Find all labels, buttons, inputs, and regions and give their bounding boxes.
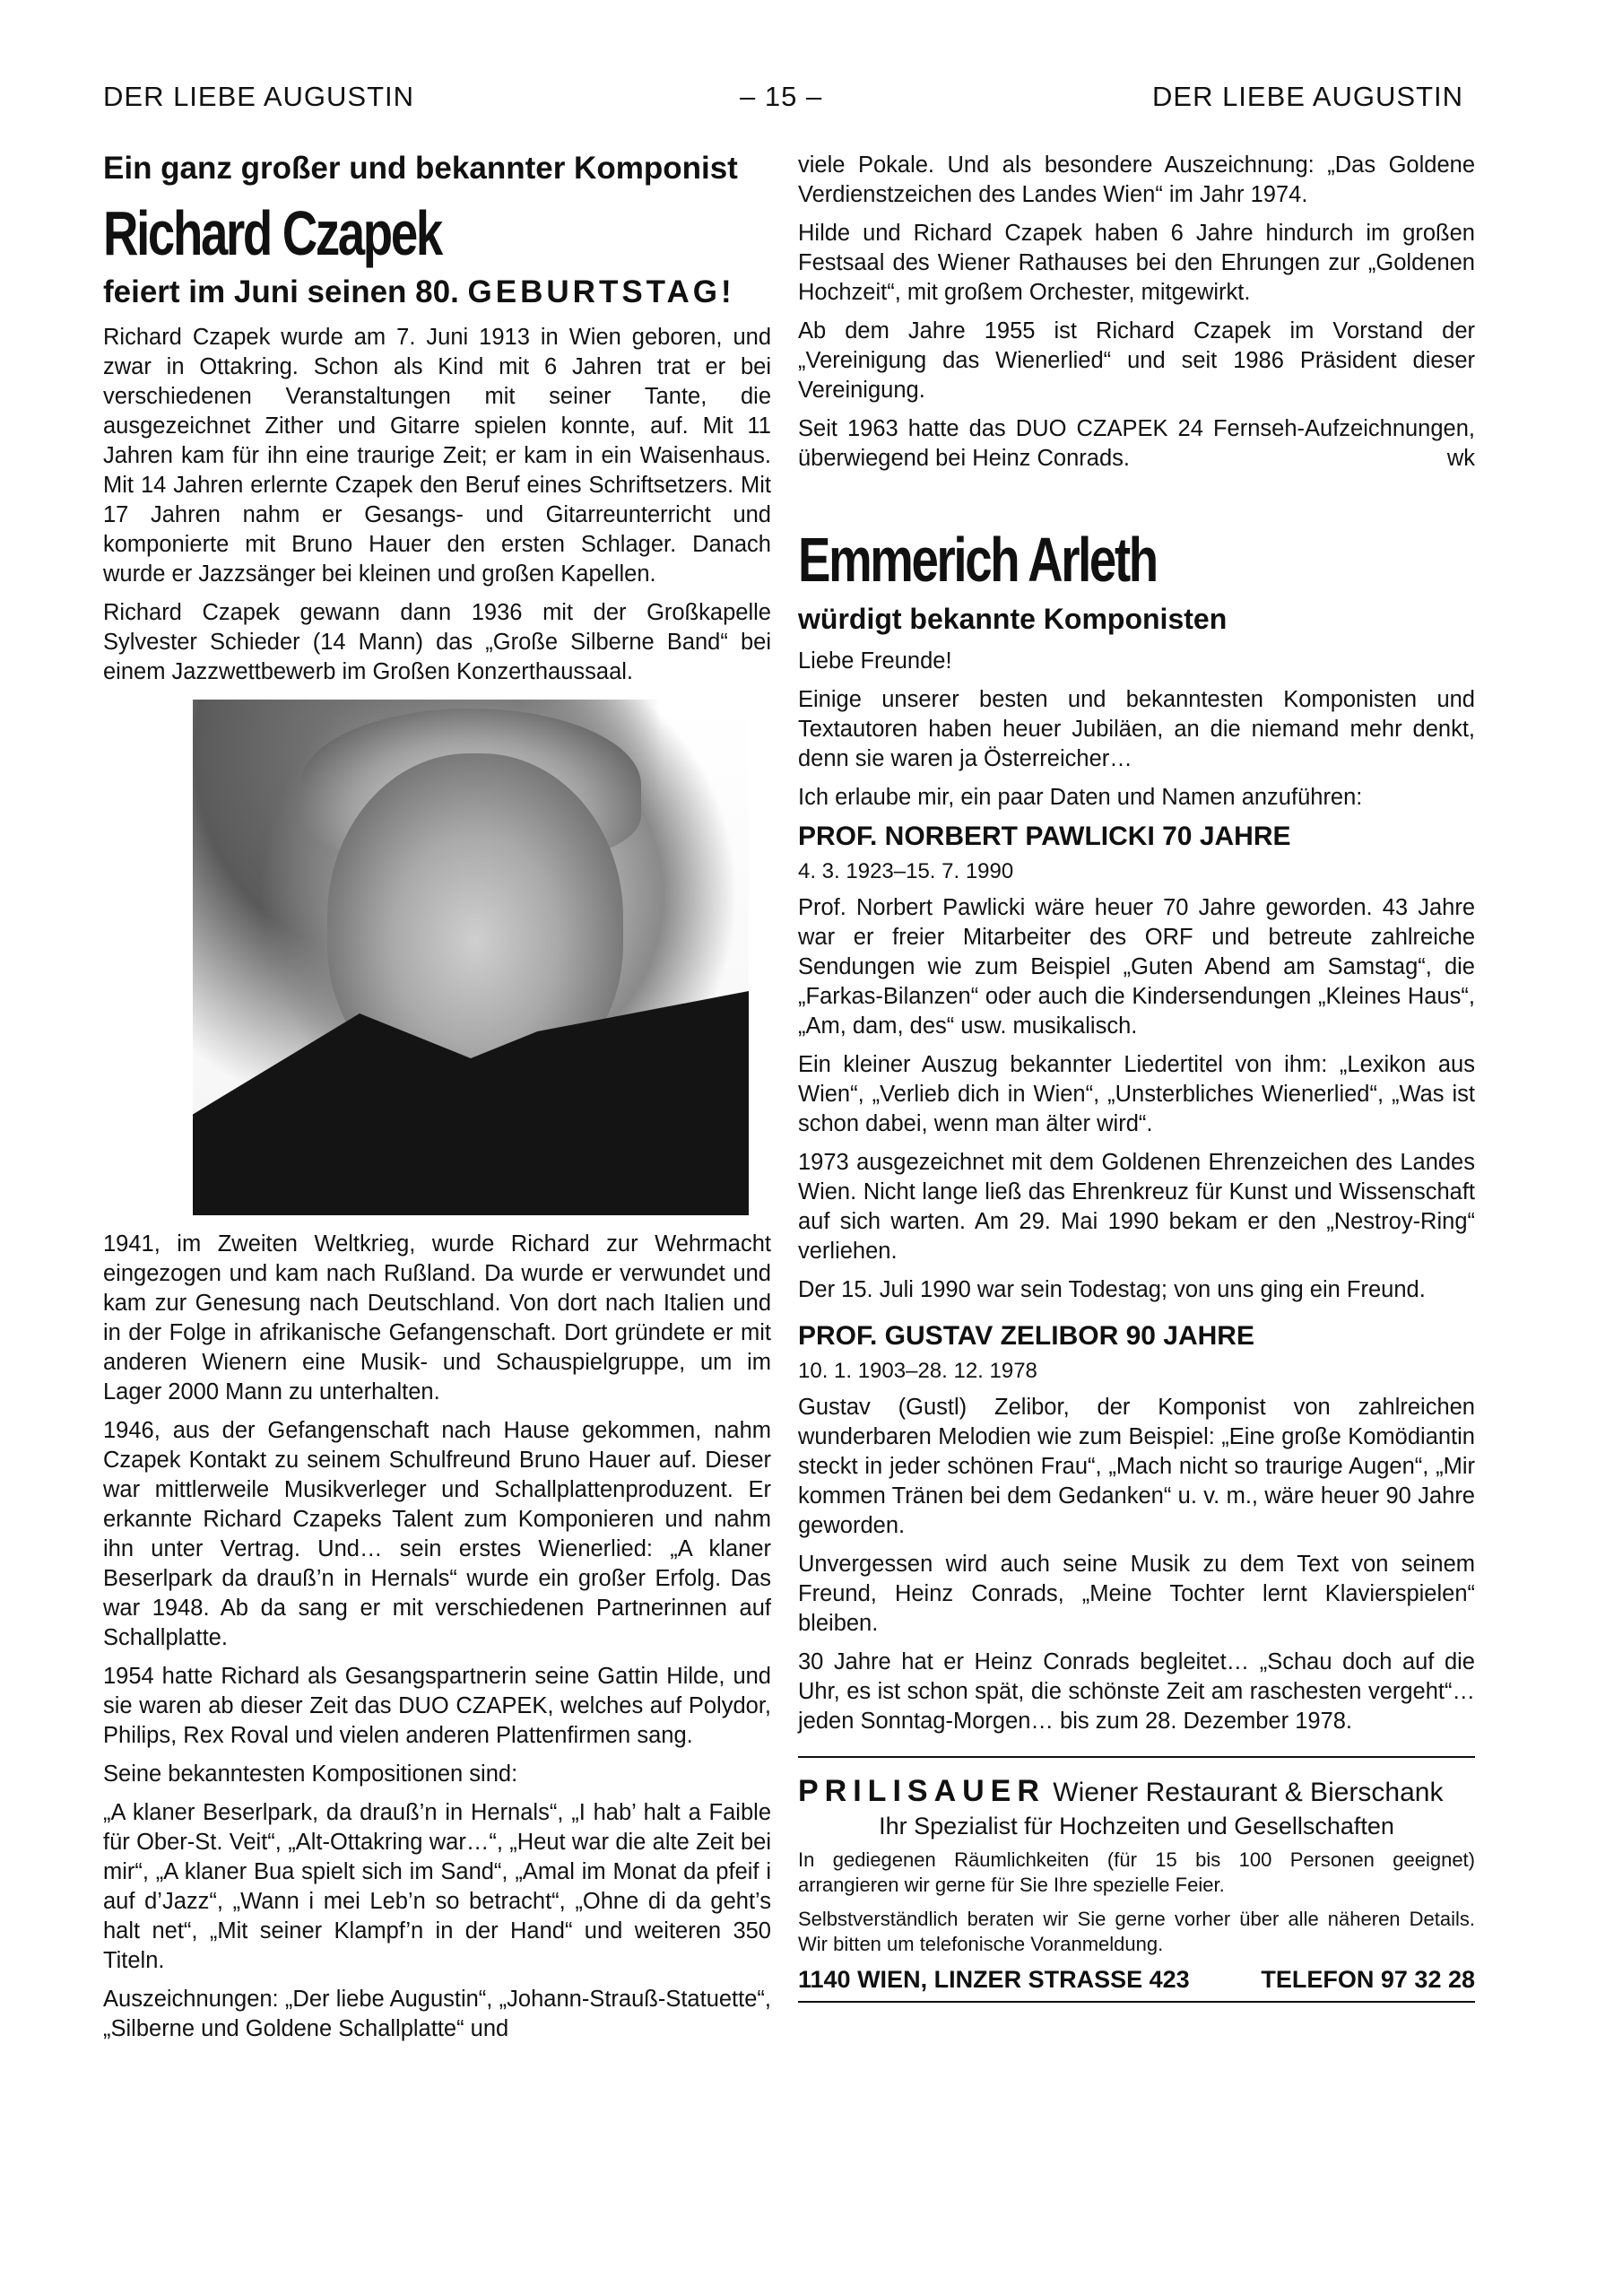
ad-brand-line [798, 1774, 1475, 1809]
arleth-paragraph-1: Einige unserer besten und bekanntesten Komponisten und Textautoren haben heuer Jubiläen, an die niemand mehr denkt, denn sie waren ja Österreicher… [798, 687, 1475, 771]
zelibor-paragraph-1: Gustav (Gustl) Zelibor, der Komponist von zahlreichen wunderbaren Melodien wie zum Beispiel: „Eine große Komödiantin steckt in jeder schönen Frau“, „Mach nicht so traurige Augen“, „Mir kommen Tränen bei dem Gedanken“ u. v. m., wäre heuer 90 Jahre geworden. [798, 1395, 1475, 1538]
ad-tagline: Wiener Restaurant & Bierschank [1053, 1778, 1444, 1807]
czapek-sub-a: feiert im Juni seinen 80. [103, 274, 468, 309]
left-column [103, 151, 771, 2053]
zelibor-paragraph-3: 30 Jahre hat er Heinz Conrads begleitet… „Schau doch auf die Uhr, es ist schon spät, die schönste Zeit am raschesten vergeht“… jeden Sonntag-Morgen… bis zum 28. Dezember 1978. [798, 1649, 1475, 1734]
ad-specialty: Ihr Spezialist für Hochzeiten und Gesellschaften [879, 1813, 1394, 1839]
pawlicki-heading: PROF. NORBERT PAWLICKI 70 JAHRE [798, 822, 1291, 851]
czapek-right-paragraph-3: Ab dem Jahre 1955 ist Richard Czapek im Vorstand der „Vereinigung das Wienerlied“ und seit 1986 Präsident dieser Vereinigung. [798, 318, 1475, 403]
ad-address: 1140 WIEN, LINZER STRASSE 423 [798, 1966, 1190, 1993]
czapek-paragraph-8: Auszeichnungen: „Der liebe Augustin“, „Johann-Strauß-Statuette“, „Silberne und Goldene Schallplatte“ und [103, 1987, 771, 2041]
arleth-headline: Emmerich Arleth [798, 525, 1157, 595]
czapek-portrait-photo [193, 700, 749, 1215]
zelibor-paragraph-2: Unvergessen wird auch seine Musik zu dem Text von seinem Freund, Heinz Conrads, „Meine Tochter lernt Klavierspielen“ bleiben. [798, 1552, 1475, 1636]
running-header-left: DER LIEBE AUGUSTIN [103, 81, 415, 112]
czapek-right-paragraph-4 [798, 414, 1475, 474]
zelibor-heading: PROF. GUSTAV ZELIBOR 90 JAHRE [798, 1321, 1254, 1351]
running-header-right: DER LIEBE AUGUSTIN [1152, 81, 1464, 112]
zelibor-dates: 10. 1. 1903–28. 12. 1978 [798, 1359, 1037, 1383]
pawlicki-paragraph-3: 1973 ausgezeichnet mit dem Goldenen Ehrenzeichen des Landes Wien. Nicht lange ließ das Ehrenkreuz für Kunst und Wissenschaft auf sich warten. Am 29. Mai 1990 bekam er den „Nestroy-Ring“ verliehen. [798, 1150, 1475, 1264]
pawlicki-dates: 4. 3. 1923–15. 7. 1990 [798, 859, 1014, 883]
czapek-paragraph-6: Seine bekanntesten Kompositionen sind: [103, 1761, 518, 1787]
czapek-right-paragraph-1: viele Pokale. Und als besondere Auszeichnung: „Das Goldene Verdienstzeichen des Landes Wien“ im Jahr 1974. [798, 152, 1475, 207]
czapek-subheadline [103, 274, 771, 310]
prilisauer-advertisement [798, 1756, 1475, 2003]
czapek-right-paragraph-2: Hilde und Richard Czapek haben 6 Jahre hindurch im großen Festsaal des Wiener Rathauses bei den Ehrungen zur „Goldenen Hochzeit“, mit großem Orchester, mitgewirkt. [798, 221, 1475, 305]
author-signature: wk [1446, 446, 1475, 471]
arleth-subheadline: würdigt bekannte Komponisten [798, 603, 1228, 635]
pawlicki-paragraph-4: Der 15. Juli 1990 war sein Todestag; von uns ging ein Freund. [798, 1277, 1426, 1302]
ad-paragraph-2: Selbstverständlich beraten wir Sie gerne vorher über alle näheren Details. Wir bitten um telefonische Voranmeldung. [798, 1908, 1475, 1955]
arleth-greeting: Liebe Freunde! [798, 648, 952, 674]
czapek-paragraph-4: 1946, aus der Gefangenschaft nach Hause gekommen, nahm Czapek Kontakt zu seinem Schulfreund Bruno Hauer auf. Dieser war mittlerweile Musikverleger und Schallplattenproduzent. Er erkannte Richard Czapeks Talent zum Komponieren und nahm ihn unter Vertrag. Und… sein erstes Wienerlied: „A klaner Beserlpark da drauß’n in Hernals“ wurde ein großer Erfolg. Das war 1948. Ab da sang er mit verschiedenen Partnerinnen auf Schallplatte. [103, 1418, 771, 1650]
ad-contact [798, 1966, 1475, 1994]
ad-phone: TELEFON 97 32 28 [1261, 1966, 1475, 1993]
czapek-right-paragraph-4-text: Seit 1963 hatte das DUO CZAPEK 24 Fernseh-Aufzeichnungen, überwiegend bei Heinz Conrads. [798, 416, 1475, 471]
czapek-paragraph-7: „A klaner Beserlpark, da drauß’n in Hernals“, „I hab’ halt a Faible für Ober-St. Veit“, „Alt-Ottakring war…“, „Heut war die alte Zeit bei mir“, „A klaner Bua spielt sich im Sand“, „Amal im Monat da pfeif i auf d’Jazz“, „Wann i mei Leb’n so betracht“, „Ohne di da geht’s halt net“, „Mit seiner Klampf’n in der Hand“ und weiteren 350 Titeln. [103, 1800, 771, 1973]
pawlicki-paragraph-1: Prof. Norbert Pawlicki wäre heuer 70 Jahre geworden. 43 Jahre war er freier Mitarbeiter des ORF und betreute zahlreiche Sendungen wie zum Beispiel „Guten Abend am Samstag“, die „Farkas-Bilanzen“ oder auch die Kindersendungen „Kleines Haus“, „Am, dam, des“ usw. musikalisch. [798, 895, 1475, 1039]
ad-bottom-rule [798, 2001, 1475, 2003]
ad-brand: PRILISAUER [798, 1774, 1046, 1808]
ad-paragraph-1: In gediegenen Räumlichkeiten (für 15 bis 100 Personen geeignet) arrangieren wir gerne für Sie Ihre spezielle Feier. [798, 1848, 1475, 1896]
pawlicki-paragraph-2: Ein kleiner Auszug bekannter Liedertitel von ihm: „Lexikon aus Wien“, „Verlieb dich in Wien“, „Unsterbliches Wienerlied“, „Was ist schon dabei, wenn man älter wird“. [798, 1052, 1475, 1136]
czapek-paragraph-1: Richard Czapek wurde am 7. Juni 1913 in Wien geboren, und zwar in Ottakring. Schon als Kind mit 6 Jahren trat er bei verschiedenen Veranstaltungen mit seiner Tante, die ausgezeichnet Zither und Gitarre spielen konnte, auf. Mit 11 Jahren kam für ihn eine traurige Zeit; er kam in ein Waisenhaus. Mit 14 Jahren erlernte Czapek den Beruf eines Schriftsetzers. Mit 17 Jahren nahm er Gesangs- und Gitarreunterricht und komponierte mit Bruno Hauer den ersten Schlager. Danach wurde er Jazzsänger bei kleinen und großen Kapellen. [103, 325, 771, 587]
czapek-paragraph-5: 1954 hatte Richard als Gesangspartnerin seine Gattin Hilde, und sie waren ab dieser Zeit das DUO CZAPEK, welches auf Polydor, Philips, Rex Roval und vielen anderen Plattenfirmen sang. [103, 1664, 771, 1748]
page-number: – 15 – [740, 81, 823, 112]
czapek-paragraph-2: Richard Czapek gewann dann 1936 mit der Großkapelle Sylvester Schieder (14 Mann) das „Große Silberne Band“ bei einem Jazzwettbewerb im Großen Konzerthaussaal. [103, 600, 771, 684]
czapek-kicker: Ein ganz großer und bekannter Komponist [103, 151, 738, 186]
right-column [798, 151, 1475, 2003]
czapek-paragraph-3: 1941, im Zweiten Weltkrieg, wurde Richard zur Wehrmacht eingezogen und kam nach Rußland. Da wurde er verwundet und kam zur Genesung nach Deutschland. Von dort nach Italien und in der Folge in afrikanische Gefangenschaft. Dort gründete er mit anderen Wienern eine Musik- und Schauspielgruppe, um im Lager 2000 Mann zu unterhalten. [103, 1231, 771, 1405]
czapek-headline: Richard Czapek [103, 198, 441, 268]
arleth-paragraph-2: Ich erlaube mir, ein paar Daten und Namen anzuführen: [798, 785, 1363, 810]
czapek-sub-b: GEBURTSTAG! [467, 274, 735, 309]
